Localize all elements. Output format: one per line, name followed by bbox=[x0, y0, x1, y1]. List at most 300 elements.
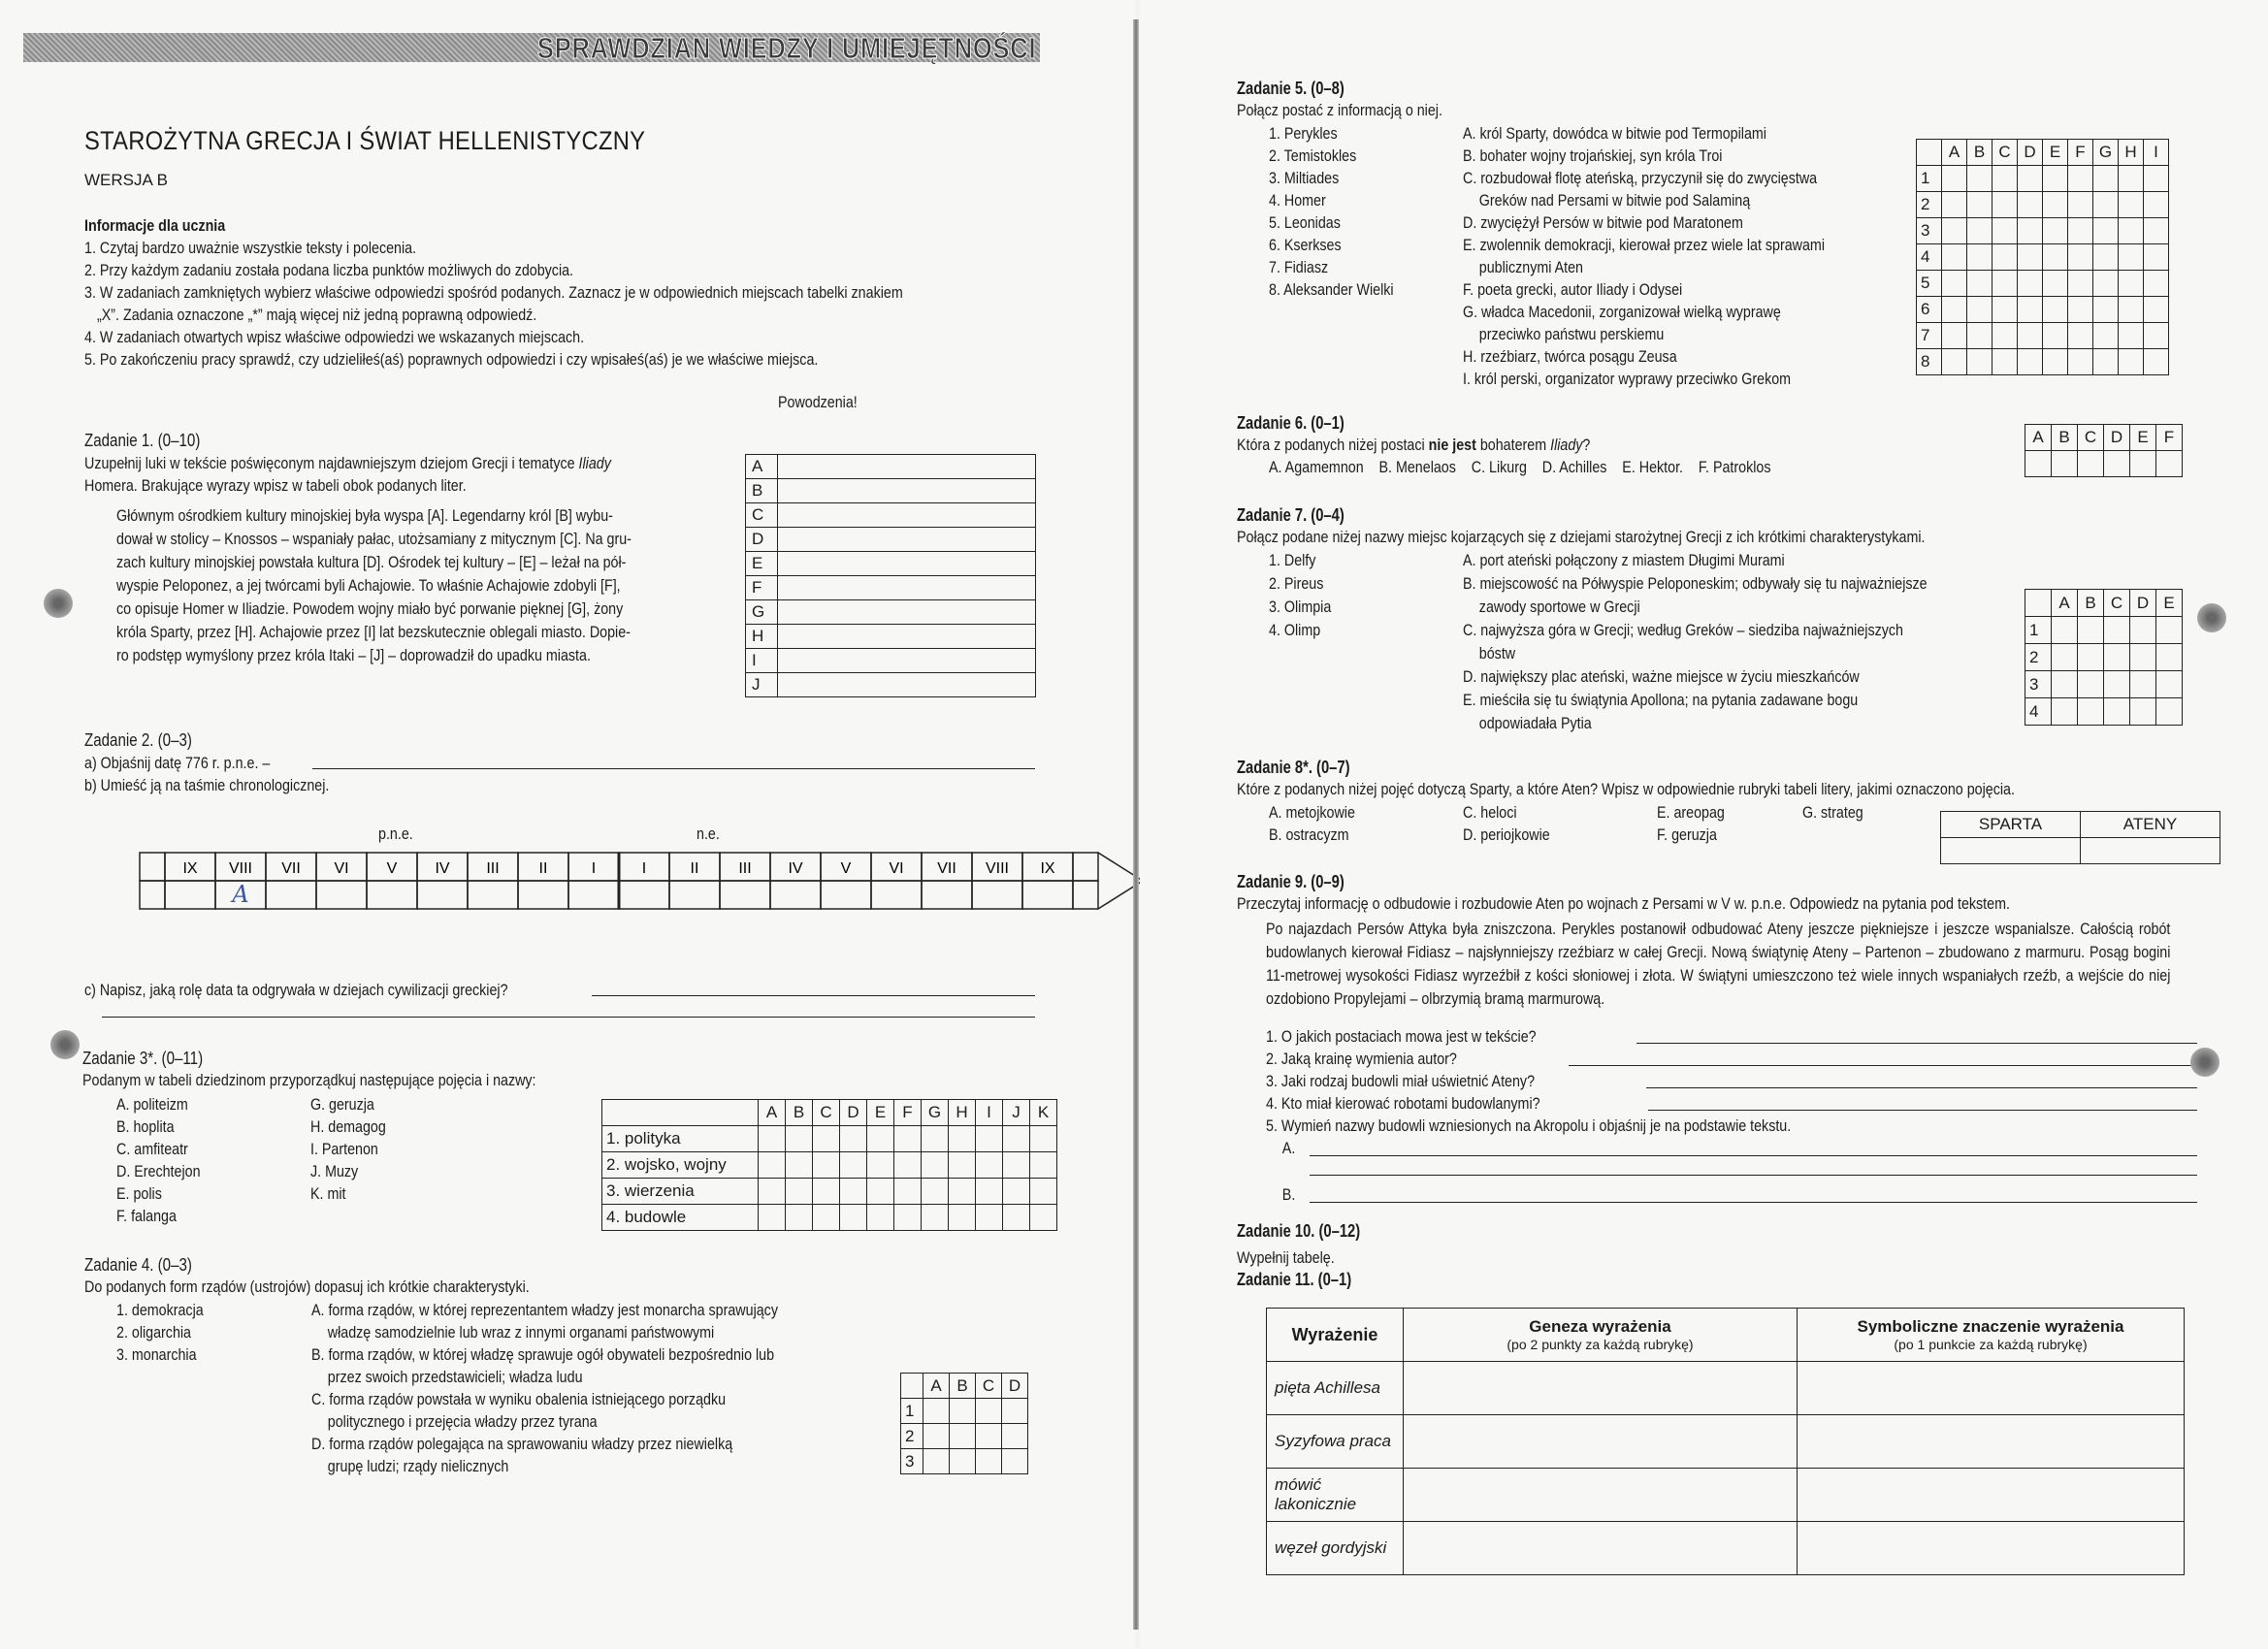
answer-cell[interactable] bbox=[2156, 451, 2183, 477]
task9-label-a: A. bbox=[1281, 1139, 1296, 1157]
table-col-header: F bbox=[2068, 140, 2093, 166]
task3-term: C. amfiteatr bbox=[116, 1140, 188, 1158]
task11-table bbox=[1266, 1308, 2185, 1575]
timeline-century-label: IX bbox=[1040, 860, 1055, 877]
task8-term: F. geruzja bbox=[1657, 825, 1717, 844]
table-col-header: A bbox=[923, 1374, 950, 1399]
answer-cell[interactable] bbox=[778, 625, 1036, 649]
task2-answer-c-line[interactable] bbox=[592, 995, 1035, 996]
answer-cell[interactable] bbox=[1030, 1126, 1057, 1152]
answer-cell[interactable] bbox=[1942, 192, 1967, 218]
answer-cell[interactable] bbox=[894, 1179, 922, 1205]
answer-cell[interactable] bbox=[840, 1179, 867, 1205]
answer-cell[interactable] bbox=[778, 600, 1036, 625]
answer-cell[interactable] bbox=[976, 1152, 1003, 1179]
answer-cell[interactable] bbox=[813, 1179, 840, 1205]
answer-cell[interactable] bbox=[2156, 644, 2183, 671]
answer-cell[interactable] bbox=[976, 1205, 1003, 1231]
answer-cell[interactable] bbox=[1941, 838, 2081, 864]
answer-cell[interactable] bbox=[867, 1179, 894, 1205]
answer-cell[interactable] bbox=[1030, 1179, 1057, 1205]
task1-text-line: zach kultury minojskiej powstała kultura [D]. Ośrodek tej kultury – [E] – leżał na pół- bbox=[116, 553, 627, 571]
answer-cell[interactable] bbox=[923, 1424, 950, 1449]
task8-term-column bbox=[1657, 801, 1737, 846]
task1-instruction bbox=[84, 453, 611, 474]
answer-cell[interactable] bbox=[786, 1126, 813, 1152]
answer-cell[interactable] bbox=[2078, 451, 2104, 477]
answer-cell[interactable] bbox=[2018, 271, 2043, 297]
task5-fact: D. zwyciężył Persów w bitwie pod Maratonem bbox=[1463, 213, 1743, 232]
answer-cell[interactable] bbox=[1404, 1469, 1798, 1522]
task5-person: 7. Fidiasz bbox=[1269, 258, 1329, 276]
answer-cell[interactable] bbox=[2119, 218, 2144, 244]
task7-place: 1. Delfy bbox=[1269, 551, 1316, 569]
expression: mówić lakonicznie bbox=[1275, 1475, 1357, 1513]
table-row-header: 2 bbox=[1917, 192, 1942, 218]
letter-cell: G bbox=[746, 600, 778, 625]
answer-cell[interactable] bbox=[2068, 349, 2093, 375]
answer-cell[interactable] bbox=[1993, 271, 2018, 297]
task9-answer-line[interactable] bbox=[1569, 1065, 2197, 1066]
answer-cell[interactable] bbox=[2093, 218, 2119, 244]
answer-cell[interactable] bbox=[840, 1152, 867, 1179]
answer-cell[interactable] bbox=[949, 1152, 976, 1179]
timeline-answer-cell[interactable] bbox=[871, 881, 922, 909]
timeline-answer-cell[interactable] bbox=[972, 881, 1022, 909]
answer-cell[interactable] bbox=[778, 576, 1036, 600]
task1-instr-text: Uzupełnij luki w tekście poświęconym najdawniejszym dziejom Grecji i tematyce bbox=[84, 454, 579, 472]
timeline-answer-cell[interactable] bbox=[1073, 881, 1098, 909]
answer-cell[interactable] bbox=[786, 1179, 813, 1205]
answer-cell[interactable] bbox=[1030, 1152, 1057, 1179]
answer-cell[interactable] bbox=[1993, 349, 2018, 375]
table-col-header: A bbox=[2052, 590, 2078, 617]
task1-text bbox=[116, 504, 729, 667]
table-col-header: A bbox=[2025, 425, 2052, 451]
task9-answer-line[interactable] bbox=[1310, 1155, 2197, 1156]
timeline-century-label: IV bbox=[788, 860, 803, 877]
answer-cell[interactable] bbox=[2018, 349, 2043, 375]
timeline-century-label: III bbox=[486, 860, 500, 877]
task5-fact: E. zwolennik demokracji, kierował przez wiele lat sprawami bbox=[1463, 236, 1826, 254]
task5-heading: Zadanie 5. (0–8) bbox=[1237, 79, 1345, 98]
answer-cell[interactable] bbox=[1967, 271, 1993, 297]
task2-answer-a-line[interactable] bbox=[312, 768, 1035, 769]
answer-cell[interactable] bbox=[2093, 192, 2119, 218]
task8-answer-table bbox=[1940, 811, 2220, 864]
table-col-header: G bbox=[2093, 140, 2119, 166]
timeline-answer-cell[interactable] bbox=[367, 881, 417, 909]
timeline bbox=[139, 852, 1181, 917]
task6-instr-italic: Iliady bbox=[1550, 436, 1583, 454]
answer-cell[interactable] bbox=[1942, 323, 1967, 349]
letter-cell: C bbox=[746, 503, 778, 528]
answer-cell[interactable] bbox=[2156, 698, 2183, 726]
table-row bbox=[602, 1179, 1057, 1205]
answer-cell[interactable] bbox=[2078, 617, 2104, 644]
answer-cell[interactable] bbox=[778, 455, 1036, 479]
answer-cell[interactable] bbox=[1942, 244, 1967, 271]
info-item: „X”. Zadania oznaczone „*” mają więcej niż jedną poprawną odpowiedź. bbox=[97, 306, 537, 324]
expression: pięta Achillesa bbox=[1275, 1378, 1380, 1397]
answer-cell[interactable] bbox=[2093, 349, 2119, 375]
letter-cell: J bbox=[746, 673, 778, 697]
task10-heading: Zadanie 10. (0–12) bbox=[1237, 1221, 1361, 1241]
answer-cell[interactable] bbox=[2093, 297, 2119, 323]
answer-cell[interactable] bbox=[2078, 671, 2104, 698]
letter-cell: I bbox=[746, 649, 778, 673]
task9-answer-b bbox=[1266, 1184, 2236, 1208]
letter-cell: D bbox=[746, 528, 778, 552]
answer-cell[interactable] bbox=[867, 1205, 894, 1231]
table-row bbox=[602, 1126, 1057, 1152]
answer-cell[interactable] bbox=[1967, 218, 1993, 244]
answer-cell[interactable] bbox=[1942, 349, 1967, 375]
answer-cell[interactable] bbox=[1993, 297, 2018, 323]
answer-cell[interactable] bbox=[2018, 297, 2043, 323]
table-row-header: 3 bbox=[2025, 671, 2052, 698]
table-header-row bbox=[1941, 812, 2220, 838]
table-col-header: B bbox=[786, 1100, 813, 1126]
answer-cell[interactable] bbox=[1993, 218, 2018, 244]
task9-answer-line[interactable] bbox=[1310, 1202, 2197, 1203]
punch-hole bbox=[2190, 1048, 2219, 1077]
answer-cell[interactable] bbox=[1993, 166, 2018, 192]
answer-cell[interactable] bbox=[2081, 838, 2220, 864]
answer-cell[interactable] bbox=[894, 1126, 922, 1152]
answer-cell[interactable] bbox=[1002, 1399, 1028, 1424]
answer-cell[interactable] bbox=[759, 1152, 786, 1179]
task3-term: A. politeizm bbox=[116, 1095, 188, 1114]
answer-cell[interactable] bbox=[778, 552, 1036, 576]
answer-cell[interactable] bbox=[2144, 271, 2169, 297]
answer-cell[interactable] bbox=[1993, 323, 2018, 349]
answer-cell[interactable] bbox=[1002, 1449, 1028, 1474]
answer-cell[interactable] bbox=[2093, 271, 2119, 297]
answer-cell[interactable] bbox=[2119, 271, 2144, 297]
answer-cell[interactable] bbox=[922, 1152, 949, 1179]
answer-cell[interactable] bbox=[2104, 617, 2130, 644]
task1-instr-italic: Iliady bbox=[578, 454, 611, 472]
table-header-row bbox=[602, 1100, 1057, 1126]
task9-answer-a2 bbox=[1266, 1161, 2236, 1184]
answer-cell[interactable] bbox=[2068, 323, 2093, 349]
answer-cell[interactable] bbox=[2093, 244, 2119, 271]
timeline-answer-cell[interactable] bbox=[468, 881, 518, 909]
answer-cell[interactable] bbox=[2078, 698, 2104, 726]
answer-cell[interactable] bbox=[778, 503, 1036, 528]
answer-cell[interactable] bbox=[786, 1205, 813, 1231]
timeline-answer-cell[interactable] bbox=[1022, 881, 1073, 909]
timeline-century-label: I bbox=[591, 860, 597, 877]
task9-question: 2. Jaką krainę wymienia autor? bbox=[1266, 1050, 1457, 1068]
answer-cell[interactable] bbox=[2130, 671, 2156, 698]
answer-cell[interactable] bbox=[894, 1205, 922, 1231]
task2-answer-c-line-2[interactable] bbox=[102, 1017, 1035, 1018]
timeline-answer-cell[interactable] bbox=[669, 881, 720, 909]
answer-cell[interactable] bbox=[2119, 192, 2144, 218]
timeline-answer-cell[interactable] bbox=[568, 881, 619, 909]
table-row bbox=[1917, 244, 2169, 271]
task9-instruction: Przeczytaj informację o odbudowie i rozbudowie Aten po wojnach z Persami w V w. p.n.e. Odpowiedz na pytania pod tekstem. bbox=[1237, 894, 2010, 913]
task4-option: władzę samodzielnie lub wraz z innymi organami państwowymi bbox=[327, 1323, 715, 1342]
answer-cell[interactable] bbox=[2156, 671, 2183, 698]
answer-cell[interactable] bbox=[1030, 1205, 1057, 1231]
task9-label-b: B. bbox=[1281, 1185, 1296, 1204]
answer-cell[interactable] bbox=[2068, 244, 2093, 271]
answer-cell[interactable] bbox=[2018, 192, 2043, 218]
answer-cell[interactable] bbox=[1967, 192, 1993, 218]
timeline-answer-cell[interactable] bbox=[165, 881, 215, 909]
answer-cell[interactable] bbox=[2093, 323, 2119, 349]
answer-cell[interactable] bbox=[2130, 451, 2156, 477]
timeline-answer-cell[interactable] bbox=[821, 881, 871, 909]
answer-cell[interactable] bbox=[759, 1205, 786, 1231]
task9-question-row bbox=[1266, 1116, 2236, 1138]
answer-cell[interactable] bbox=[2104, 698, 2130, 726]
task7-place: 3. Olimpia bbox=[1269, 598, 1332, 616]
answer-cell[interactable] bbox=[2068, 166, 2093, 192]
answer-cell[interactable] bbox=[976, 1424, 1002, 1449]
answer-cell[interactable] bbox=[2144, 244, 2169, 271]
task6-heading: Zadanie 6. (0–1) bbox=[1237, 413, 1345, 433]
timeline-answer-cell[interactable] bbox=[316, 881, 367, 909]
answer-cell[interactable] bbox=[2052, 698, 2078, 726]
answer-cell[interactable] bbox=[976, 1399, 1002, 1424]
answer-cell[interactable] bbox=[2052, 617, 2078, 644]
answer-cell[interactable] bbox=[949, 1205, 976, 1231]
table-row bbox=[901, 1449, 1028, 1474]
answer-cell[interactable] bbox=[2119, 297, 2144, 323]
answer-cell[interactable] bbox=[2119, 323, 2144, 349]
task4-options bbox=[311, 1299, 867, 1477]
table-row bbox=[1267, 1362, 2185, 1415]
answer-cell[interactable] bbox=[759, 1126, 786, 1152]
answer-cell[interactable] bbox=[2144, 349, 2169, 375]
timeline-answer-cell[interactable] bbox=[922, 881, 972, 909]
table-col-header: B bbox=[2078, 590, 2104, 617]
answer-cell[interactable] bbox=[2043, 271, 2068, 297]
answer-cell[interactable] bbox=[1942, 166, 1967, 192]
answer-cell[interactable] bbox=[1002, 1424, 1028, 1449]
answer-cell[interactable] bbox=[976, 1179, 1003, 1205]
table-row bbox=[1917, 349, 2169, 375]
answer-cell[interactable] bbox=[867, 1152, 894, 1179]
answer-cell[interactable] bbox=[922, 1205, 949, 1231]
answer-cell[interactable] bbox=[1967, 323, 1993, 349]
answer-cell[interactable] bbox=[1798, 1522, 2185, 1575]
info-item: 1. Czytaj bardzo uważnie wszystkie teksty i polecenia. bbox=[84, 239, 417, 257]
answer-cell[interactable] bbox=[1942, 218, 1967, 244]
answer-cell[interactable] bbox=[1003, 1126, 1030, 1152]
answer-cell[interactable] bbox=[2052, 451, 2078, 477]
answer-cell[interactable] bbox=[2068, 192, 2093, 218]
answer-cell[interactable] bbox=[2018, 244, 2043, 271]
answer-cell[interactable] bbox=[922, 1126, 949, 1152]
answer-cell[interactable] bbox=[2018, 166, 2043, 192]
timeline-answer-cell[interactable] bbox=[417, 881, 468, 909]
answer-cell[interactable] bbox=[1798, 1362, 2185, 1415]
answer-cell[interactable] bbox=[2130, 617, 2156, 644]
answer-cell[interactable] bbox=[894, 1152, 922, 1179]
answer-cell[interactable] bbox=[2025, 451, 2052, 477]
answer-cell[interactable] bbox=[2043, 297, 2068, 323]
task5-people bbox=[1269, 122, 1417, 301]
answer-cell[interactable] bbox=[923, 1399, 950, 1424]
task9-question-row bbox=[1266, 1093, 2236, 1116]
answer-cell[interactable] bbox=[840, 1205, 867, 1231]
task9-answer-line[interactable] bbox=[1646, 1087, 2197, 1088]
answer-cell[interactable] bbox=[813, 1205, 840, 1231]
answer-cell[interactable] bbox=[2119, 349, 2144, 375]
answer-cell[interactable] bbox=[2043, 166, 2068, 192]
answer-cell[interactable] bbox=[2068, 271, 2093, 297]
task6-instruction: Która z podanych niżej postaci nie jest bohaterem Iliady? bbox=[1237, 436, 1591, 454]
answer-cell[interactable] bbox=[950, 1424, 976, 1449]
answer-cell[interactable] bbox=[2043, 244, 2068, 271]
table-row bbox=[2025, 698, 2183, 726]
answer-cell[interactable] bbox=[778, 673, 1036, 697]
answer-cell[interactable] bbox=[2130, 644, 2156, 671]
task9-answer-line[interactable] bbox=[1310, 1175, 2197, 1176]
table-col-header: SPARTA bbox=[1941, 812, 2081, 838]
answer-cell[interactable] bbox=[813, 1152, 840, 1179]
answer-cell[interactable] bbox=[1967, 244, 1993, 271]
answer-cell[interactable] bbox=[2144, 218, 2169, 244]
task7-place: 2. Pireus bbox=[1269, 574, 1324, 593]
task1-text-line: Głównym ośrodkiem kultury minojskiej była wyspa [A]. Legendarny król [B] wybu- bbox=[116, 506, 613, 525]
task3-term: G. geruzja bbox=[310, 1095, 374, 1114]
answer-cell[interactable] bbox=[2043, 192, 2068, 218]
timeline-answer-cell[interactable] bbox=[266, 881, 316, 909]
answer-cell[interactable] bbox=[778, 649, 1036, 673]
table-row bbox=[746, 576, 1036, 600]
task9-answer-line[interactable] bbox=[1648, 1110, 2197, 1111]
answer-cell[interactable] bbox=[2018, 218, 2043, 244]
answer-cell[interactable] bbox=[778, 528, 1036, 552]
info-heading: Informacje dla ucznia bbox=[84, 216, 226, 235]
answer-cell[interactable] bbox=[949, 1179, 976, 1205]
answer-cell[interactable] bbox=[2144, 166, 2169, 192]
answer-cell[interactable] bbox=[922, 1179, 949, 1205]
table-col-header: C bbox=[813, 1100, 840, 1126]
timeline-answer-cell[interactable] bbox=[720, 881, 770, 909]
answer-cell[interactable] bbox=[950, 1399, 976, 1424]
answer-cell[interactable] bbox=[778, 479, 1036, 503]
answer-cell[interactable] bbox=[1967, 349, 1993, 375]
answer-cell[interactable] bbox=[867, 1126, 894, 1152]
answer-cell[interactable] bbox=[759, 1179, 786, 1205]
timeline-answer-cell[interactable] bbox=[140, 881, 165, 909]
task4-option: politycznego i przejęcia władzy przez tyrana bbox=[327, 1412, 598, 1431]
table-row-header: 8 bbox=[1917, 349, 1942, 375]
task5-fact: I. król perski, organizator wyprawy przeciwko Grekom bbox=[1463, 370, 1792, 388]
answer-cell[interactable] bbox=[2068, 218, 2093, 244]
answer-cell[interactable] bbox=[2119, 244, 2144, 271]
answer-cell[interactable] bbox=[2144, 192, 2169, 218]
timeline-answer-cell[interactable] bbox=[770, 881, 821, 909]
task1-text-line: ro podstęp wymyślony przez króla Itaki – [J] – doprowadził do upadku miasta. bbox=[116, 646, 591, 664]
answer-cell[interactable] bbox=[2043, 349, 2068, 375]
task3-term: J. Muzy bbox=[310, 1162, 359, 1180]
answer-cell[interactable] bbox=[813, 1126, 840, 1152]
answer-cell[interactable] bbox=[1993, 192, 2018, 218]
table-row bbox=[1917, 218, 2169, 244]
answer-cell[interactable] bbox=[923, 1449, 950, 1474]
answer-cell[interactable] bbox=[949, 1126, 976, 1152]
letter-cell: E bbox=[746, 552, 778, 576]
answer-cell[interactable] bbox=[2043, 218, 2068, 244]
answer-cell[interactable] bbox=[2018, 323, 2043, 349]
answer-cell[interactable] bbox=[2144, 323, 2169, 349]
answer-cell[interactable] bbox=[1967, 166, 1993, 192]
answer-cell[interactable] bbox=[2068, 297, 2093, 323]
header-banner bbox=[23, 31, 1040, 65]
answer-cell[interactable] bbox=[1798, 1469, 2185, 1522]
answer-cell[interactable] bbox=[950, 1449, 976, 1474]
answer-cell[interactable] bbox=[786, 1152, 813, 1179]
answer-cell[interactable] bbox=[1003, 1152, 1030, 1179]
answer-cell[interactable] bbox=[2043, 323, 2068, 349]
task3-instruction: Podanym w tabeli dziedzinom przyporządkuj następujące pojęcia i nazwy: bbox=[82, 1071, 536, 1089]
table-row bbox=[1917, 166, 2169, 192]
table-col-header bbox=[1798, 1309, 2185, 1362]
answer-cell[interactable] bbox=[2144, 297, 2169, 323]
answer-cell[interactable] bbox=[1404, 1362, 1798, 1415]
task4-instruction: Do podanych form rządów (ustrojów) dopasuj ich krótkie charakterystyki. bbox=[84, 1277, 530, 1296]
answer-cell[interactable] bbox=[2119, 166, 2144, 192]
table-row bbox=[602, 1152, 1057, 1179]
task7-fact: D. największy plac ateński, ważne miejsce w życiu mieszkańców bbox=[1463, 667, 1860, 686]
task3-terms-col2 bbox=[310, 1093, 401, 1205]
answer-cell[interactable] bbox=[2052, 671, 2078, 698]
answer-cell[interactable] bbox=[840, 1126, 867, 1152]
ad-label: n.e. bbox=[697, 824, 720, 843]
table-col-header: D bbox=[1002, 1374, 1028, 1399]
table-row bbox=[1941, 838, 2220, 864]
task3-answer-table bbox=[601, 1099, 1057, 1231]
table-row bbox=[1267, 1415, 2185, 1469]
answer-cell[interactable] bbox=[2104, 644, 2130, 671]
timeline-answer-cell[interactable] bbox=[619, 881, 669, 909]
answer-cell[interactable] bbox=[1942, 297, 1967, 323]
table-row-header: 4 bbox=[1917, 244, 1942, 271]
timeline-answer-cell[interactable] bbox=[518, 881, 568, 909]
answer-cell[interactable] bbox=[1993, 244, 2018, 271]
task9-answer-line[interactable] bbox=[1636, 1043, 2197, 1044]
answer-cell[interactable] bbox=[2052, 644, 2078, 671]
answer-cell[interactable] bbox=[1404, 1415, 1798, 1469]
answer-cell[interactable] bbox=[2104, 451, 2130, 477]
answer-cell[interactable] bbox=[1798, 1415, 2185, 1469]
answer-cell[interactable] bbox=[2130, 698, 2156, 726]
answer-cell[interactable] bbox=[2156, 617, 2183, 644]
table-row bbox=[746, 673, 1036, 697]
answer-cell[interactable] bbox=[2078, 644, 2104, 671]
task4-items bbox=[116, 1299, 220, 1366]
task1-text-line: dował w stolicy – Knossos – wspaniały pałac, utożsamiany z mitycznym [C]. Na gru- bbox=[116, 530, 632, 548]
answer-cell[interactable] bbox=[1003, 1205, 1030, 1231]
answer-cell[interactable] bbox=[1967, 297, 1993, 323]
answer-cell[interactable] bbox=[976, 1126, 1003, 1152]
answer-cell[interactable] bbox=[976, 1449, 1002, 1474]
answer-cell[interactable] bbox=[1942, 271, 1967, 297]
answer-cell[interactable] bbox=[1003, 1179, 1030, 1205]
task5-person: 4. Homer bbox=[1269, 191, 1326, 210]
answer-cell[interactable] bbox=[2104, 671, 2130, 698]
answer-cell[interactable] bbox=[1404, 1522, 1798, 1575]
answer-cell[interactable] bbox=[2093, 166, 2119, 192]
